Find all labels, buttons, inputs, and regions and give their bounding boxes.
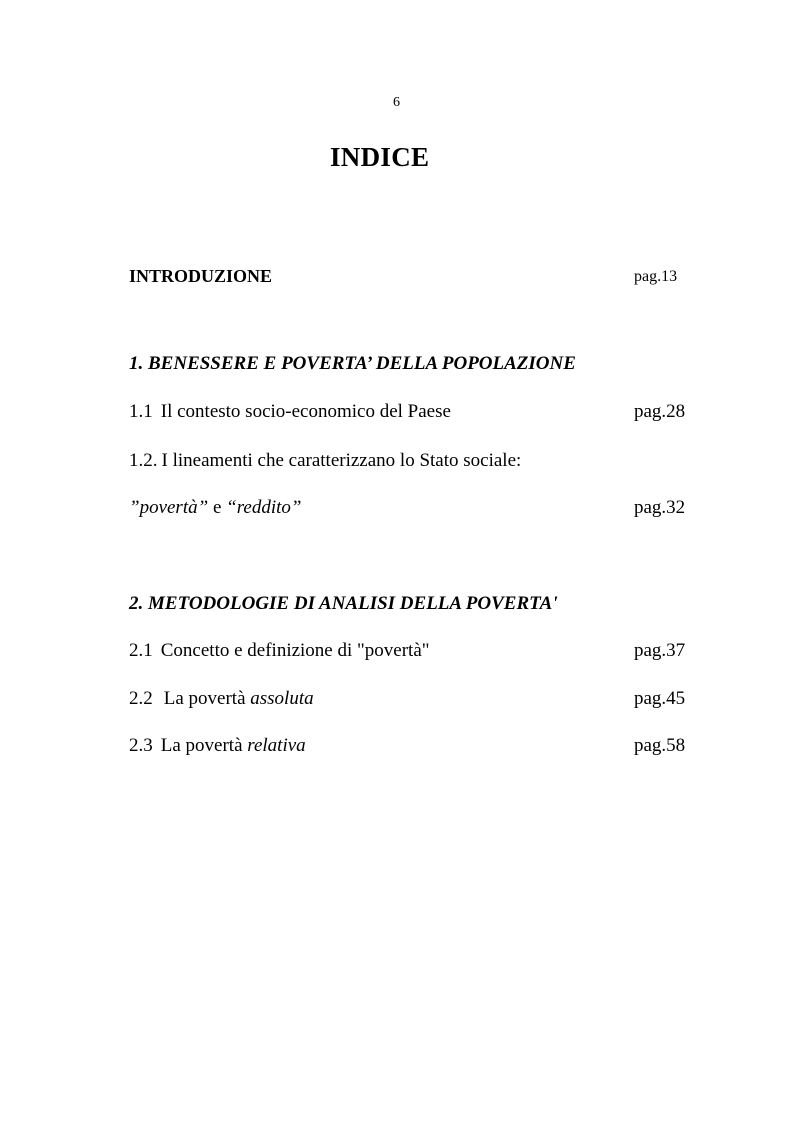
- page-title: INDICE: [330, 142, 430, 172]
- toc-entry-1-1-page: pag.28: [634, 401, 686, 422]
- entry-text: Concetto e definizione di "povertà": [160, 640, 430, 661]
- toc-entry-1-2-cont: [129, 497, 301, 519]
- entry-text: Il contesto socio-economico del Paese: [160, 401, 451, 422]
- toc-entry-2-3: [129, 735, 306, 757]
- entry-text-conj: e: [208, 497, 227, 518]
- toc-intro-label: INTRODUZIONE: [129, 266, 273, 286]
- entry-number: 1.2.: [129, 450, 158, 471]
- entry-text-italic: ”povertà”: [129, 497, 209, 518]
- toc-entry-2-1-page: pag.37: [634, 640, 686, 661]
- entry-text: La povertà: [163, 688, 251, 709]
- entry-number: 2.2: [129, 688, 153, 709]
- entry-number: 1.1: [129, 401, 153, 422]
- toc-entry-1-1: [129, 401, 451, 423]
- entry-text: I lineamenti che caratterizzano lo Stato sociale:: [161, 450, 522, 471]
- toc-entry-2-2: [129, 688, 314, 710]
- toc-entry-2-1: [129, 640, 430, 662]
- entry-text: La povertà: [160, 735, 248, 756]
- entry-text-italic: relativa: [247, 735, 306, 756]
- toc-entry-1-2: [129, 450, 521, 472]
- entry-number: 2.3: [129, 735, 153, 756]
- entry-text-italic: “reddito”: [226, 497, 302, 518]
- toc-intro-page: pag.13: [634, 268, 678, 285]
- entry-number: 2.1: [129, 640, 153, 661]
- toc-entry-2-2-page: pag.45: [634, 688, 686, 709]
- toc-entry-1-2-page: pag.32: [634, 497, 686, 518]
- section-heading-2: 2. METODOLOGIE DI ANALISI DELLA POVERTA': [129, 593, 558, 614]
- section-heading-1: 1. BENESSERE E POVERTA’ DELLA POPOLAZIONE: [129, 353, 576, 374]
- toc-entry-2-3-page: pag.58: [634, 735, 686, 756]
- entry-text-italic: assoluta: [250, 688, 314, 709]
- page-number: 6: [393, 95, 400, 110]
